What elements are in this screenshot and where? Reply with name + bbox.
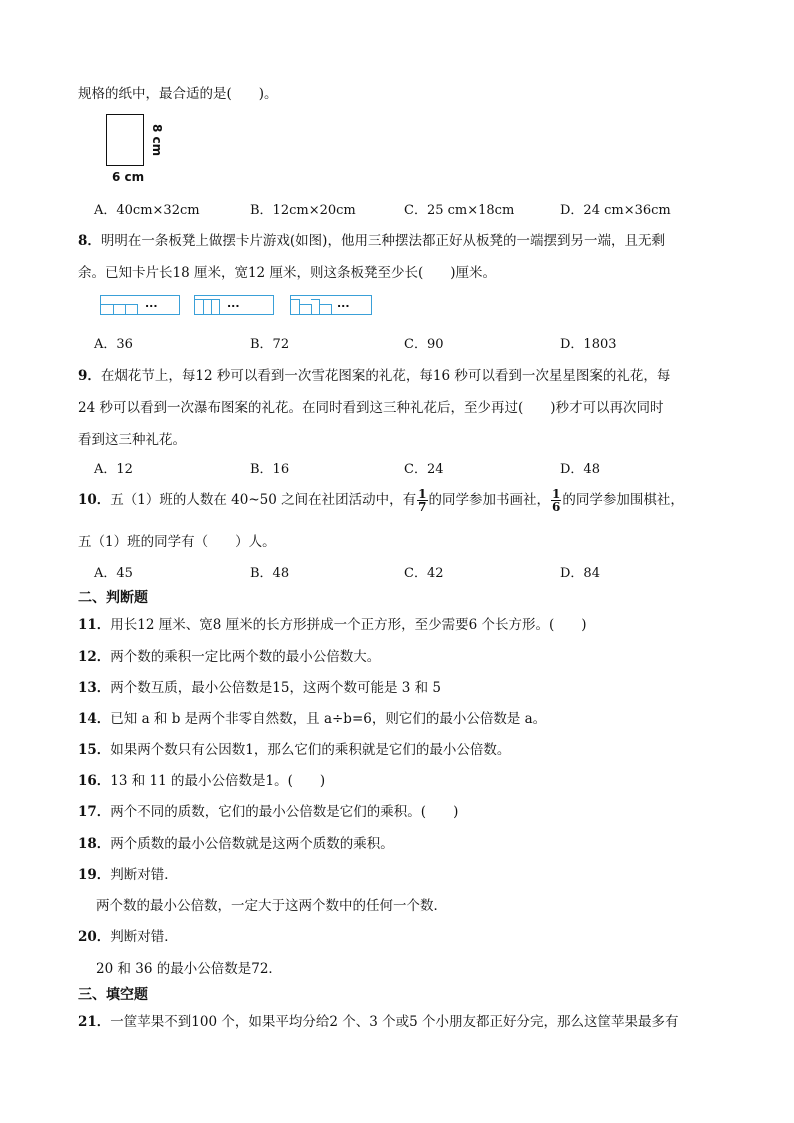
q9-text: 在烟花节上，每12 秒可以看到一次雪花图案的礼花，每16 秒可以看到一次星星图案的礼花，每 [100, 368, 671, 384]
question-19-statement: 两个数的最小公倍数，一定大于这两个数中的任何一个数． [96, 898, 447, 914]
ellipsis: ... [145, 297, 158, 310]
q9-line1 [78, 364, 670, 384]
question-number: 16． [78, 773, 111, 789]
q9-number: 9． [78, 368, 101, 384]
question-17 [78, 800, 458, 820]
question-text: 用长12 厘米、宽8 厘米的长方形拼成一个正方形，至少需要6 个长方形。( ) [110, 617, 587, 633]
q10-text-part1: 五（1）班的人数在 40~50 之间在社团活动中，有 [110, 492, 417, 508]
q8-number: 8． [78, 233, 101, 249]
q10-line2: 五（1）班的同学有（ ）人。 [78, 534, 276, 550]
q9-line2: 24 秒可以看到一次瀑布图案的礼花。在同时看到这三种礼花后，至少再过( )秒才可以再次同时 [78, 400, 664, 416]
q9-option-c: C．24 [404, 462, 444, 477]
q10-option-b: B．48 [250, 566, 290, 581]
q7-text: 规格的纸中，最合适的是( )。 [78, 86, 278, 102]
question-number: 18． [78, 836, 111, 852]
question-number: 15． [78, 742, 111, 758]
question-19 [78, 863, 178, 883]
question-number: 17． [78, 804, 111, 820]
ellipsis: ... [227, 297, 240, 310]
q10-option-c: C．42 [404, 566, 444, 581]
section-heading-fill-in: 三、填空题 [78, 987, 148, 1003]
q8-text: 明明在一条板凳上做摆卡片游戏(如图)，他用三种摆法都正好从板凳的一端摆到另一端，且无剩 [100, 233, 665, 249]
question-15 [78, 738, 510, 758]
question-13 [78, 676, 441, 696]
card-arrangement-2 [194, 295, 274, 315]
question-11 [78, 613, 587, 633]
q8-option-b: B．72 [250, 337, 290, 352]
q9-option-a: A．12 [94, 462, 133, 477]
question-18 [78, 832, 394, 852]
q9-line3: 看到这三种礼花。 [78, 432, 186, 448]
q9-option-b: B．16 [250, 462, 290, 477]
card-arrangement-3 [290, 295, 372, 315]
section-heading-judgment: 二、判断题 [78, 590, 148, 606]
q10-text-part3: 的同学参加围棋社， [562, 492, 684, 508]
question-number: 21． [78, 1014, 111, 1030]
rectangle-figure [106, 114, 144, 166]
q8-line2: 余。已知卡片长18 厘米，宽12 厘米，则这条板凳至少长( )厘米。 [78, 265, 496, 281]
question-number: 14． [78, 711, 111, 727]
q9-option-d: D．48 [560, 462, 600, 477]
ellipsis: ... [337, 297, 350, 310]
card-arrangement-1 [100, 295, 180, 315]
q8-option-d: D．1803 [560, 337, 617, 352]
q7-option-c: C．25 cm×18cm [404, 203, 515, 218]
width-label: 6 cm [112, 170, 145, 184]
question-text: 两个数的乘积一定比两个数的最小公倍数大。 [110, 649, 381, 665]
question-text: 一筐苹果不到100 个，如果平均分给2 个、3 个或5 个小朋友都正好分完，那么这筐苹果最多有 [110, 1014, 679, 1030]
question-20-statement: 20 和 36 的最小公倍数是72． [96, 961, 282, 977]
question-text: 两个不同的质数，它们的最小公倍数是它们的乘积。( ) [110, 804, 459, 820]
q10-number: 10． [78, 492, 111, 508]
question-text: 判断对错． [110, 929, 178, 945]
q10-text-part2: 的同学参加书画社， [428, 492, 550, 508]
q7-option-a: A．40cm×32cm [94, 203, 200, 218]
q8-option-c: C．90 [404, 337, 444, 352]
question-number: 19． [78, 867, 111, 883]
question-number: 12． [78, 649, 111, 665]
q8-option-a: A．36 [94, 337, 133, 352]
question-text: 两个数互质，最小公倍数是15，这两个数可能是 3 和 5 [110, 680, 442, 696]
q10-option-a: A．45 [94, 566, 133, 581]
question-20 [78, 925, 178, 945]
question-number: 11． [78, 617, 111, 633]
question-text: 两个质数的最小公倍数就是这两个质数的乘积。 [110, 836, 394, 852]
question-text: 已知 a 和 b 是两个非零自然数，且 a÷b=6，则它们的最小公倍数是 a。 [110, 711, 547, 727]
q8-line1 [78, 229, 665, 249]
question-text: 13 和 11 的最小公倍数是1。( ) [110, 773, 326, 789]
question-14 [78, 707, 546, 727]
question-number: 13． [78, 680, 111, 696]
question-number: 20． [78, 929, 111, 945]
q7-option-b: B．12cm×20cm [250, 203, 356, 218]
fraction-one-sixth: $\frac{1}{6}$ [552, 487, 561, 514]
q10-line1 [78, 488, 684, 513]
fraction-one-seventh: $\frac{1}{7}$ [418, 487, 427, 514]
q7-option-d: D．24 cm×36cm [560, 203, 671, 218]
question-21 [78, 1010, 679, 1030]
height-label: 8 cm [150, 124, 164, 157]
q10-option-d: D．84 [560, 566, 600, 581]
question-text: 判断对错． [110, 867, 178, 883]
question-text: 如果两个数只有公因数1，那么它们的乘积就是它们的最小公倍数。 [110, 742, 511, 758]
question-16 [78, 769, 325, 789]
question-12 [78, 645, 380, 665]
